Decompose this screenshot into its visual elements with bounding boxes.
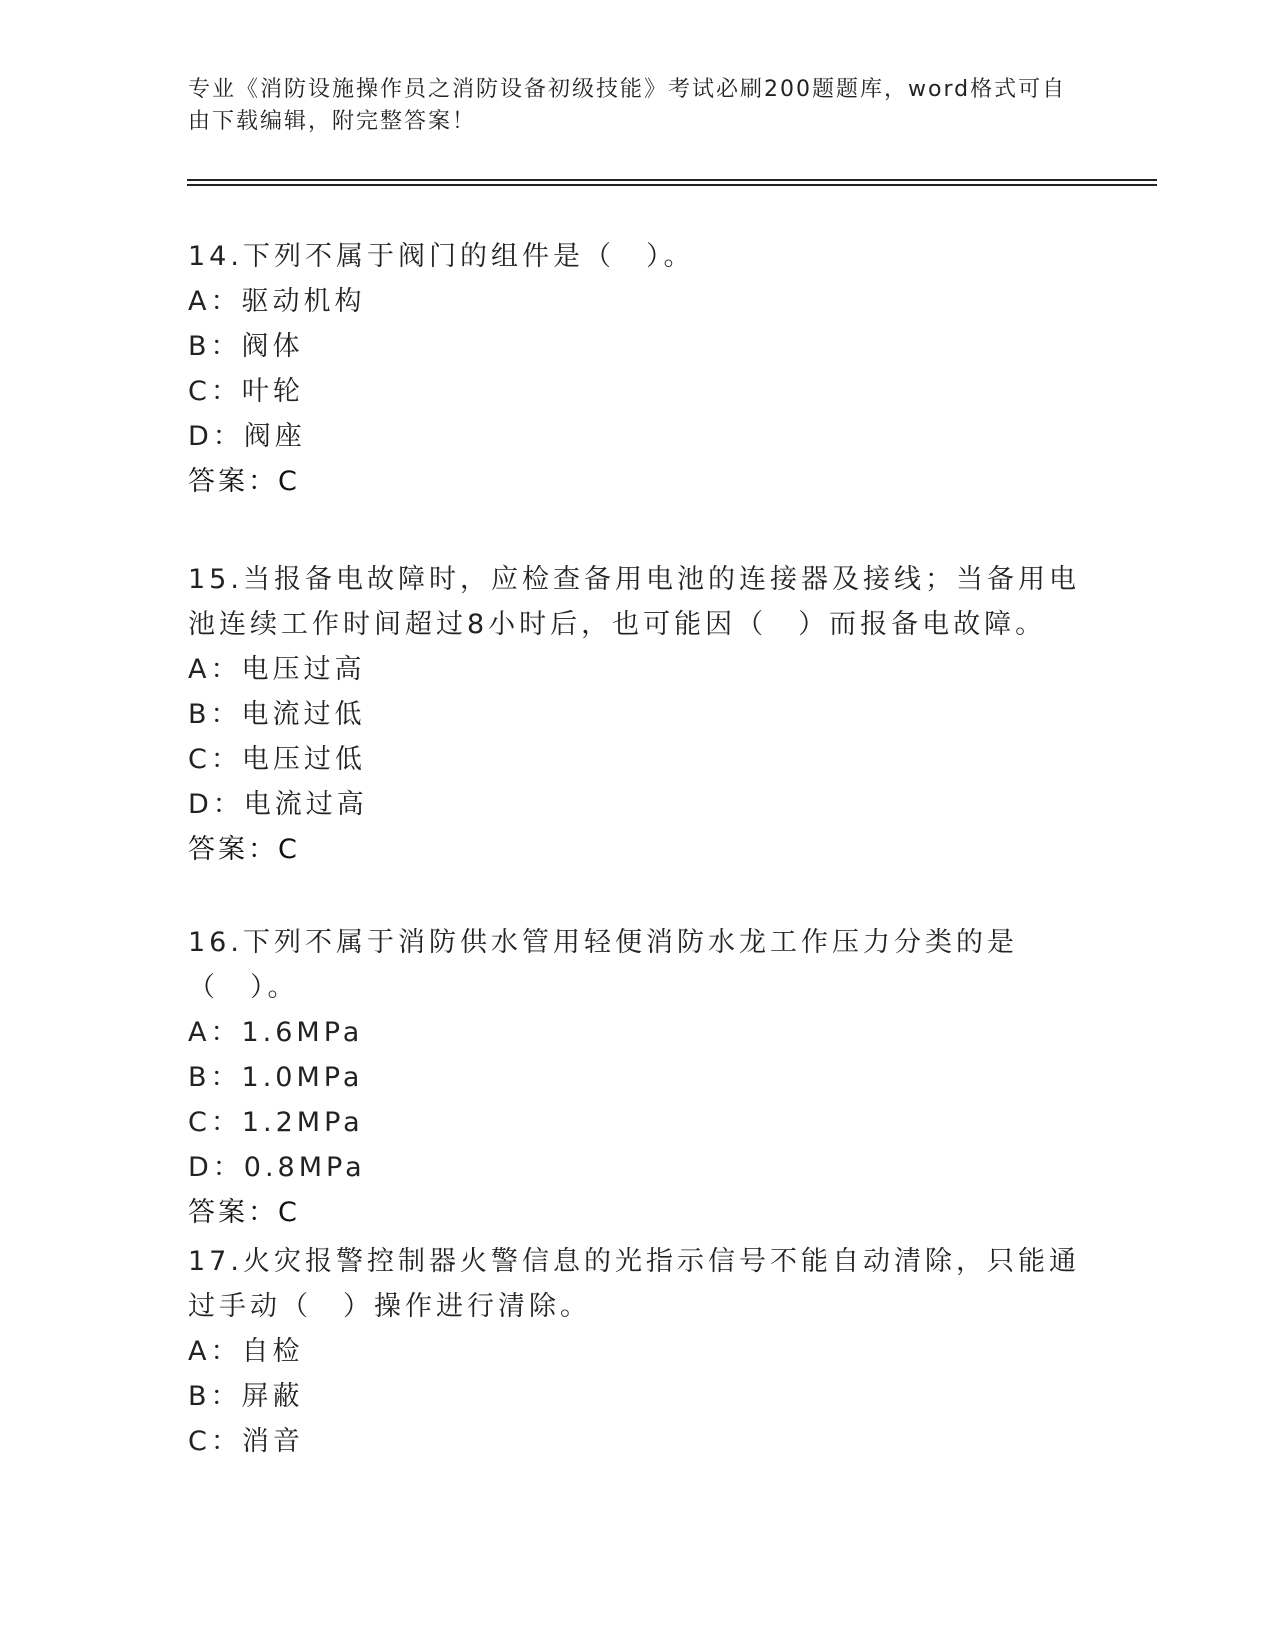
option-a: A：自检 — [188, 1336, 304, 1367]
question-text: 15.当报备电故障时，应检查备用电池的连接器及接线；当备用电池连续工作时间超过8小时后，也可能因（ ）而报备电故障。 — [188, 564, 1080, 640]
option-d: D：阀座 — [188, 421, 306, 452]
option-a: A：电压过高 — [188, 654, 366, 685]
question-block — [188, 234, 1088, 504]
header-divider-bottom — [187, 184, 1157, 186]
answer-text: 答案：C — [188, 466, 300, 497]
option-b: B：阀体 — [188, 331, 304, 362]
question-text: 16.下列不属于消防供水管用轻便消防水龙工作压力分类的是（ ）。 — [188, 927, 1018, 1003]
option-a: A：1.6MPa — [188, 1017, 364, 1048]
document-header: 专业《消防设施操作员之消防设备初级技能》考试必刷200题题库，word格式可自由下载编辑，附完整答案！ — [188, 77, 1067, 134]
option-c: C：1.2MPa — [188, 1107, 364, 1138]
header-divider-top — [187, 179, 1157, 181]
question-block — [188, 920, 1088, 1235]
answer-text: 答案：C — [188, 1197, 300, 1228]
option-d: D：0.8MPa — [188, 1152, 366, 1183]
option-b: B：1.0MPa — [188, 1062, 364, 1093]
answer-text: 答案：C — [188, 834, 300, 865]
question-block — [188, 557, 1088, 872]
option-b: B：屏蔽 — [188, 1381, 304, 1412]
option-a: A：驱动机构 — [188, 286, 366, 317]
option-c: C：叶轮 — [188, 376, 304, 407]
option-d: D：电流过高 — [188, 789, 368, 820]
question-block — [188, 1239, 1088, 1464]
option-b: B：电流过低 — [188, 699, 366, 730]
question-text: 17.火灾报警控制器火警信息的光指示信号不能自动清除，只能通过手动（ ）操作进行清除。 — [188, 1246, 1080, 1322]
option-c: C：消音 — [188, 1426, 304, 1457]
option-c: C：电压过低 — [188, 744, 366, 775]
question-text: 14.下列不属于阀门的组件是（ ）。 — [188, 241, 695, 272]
